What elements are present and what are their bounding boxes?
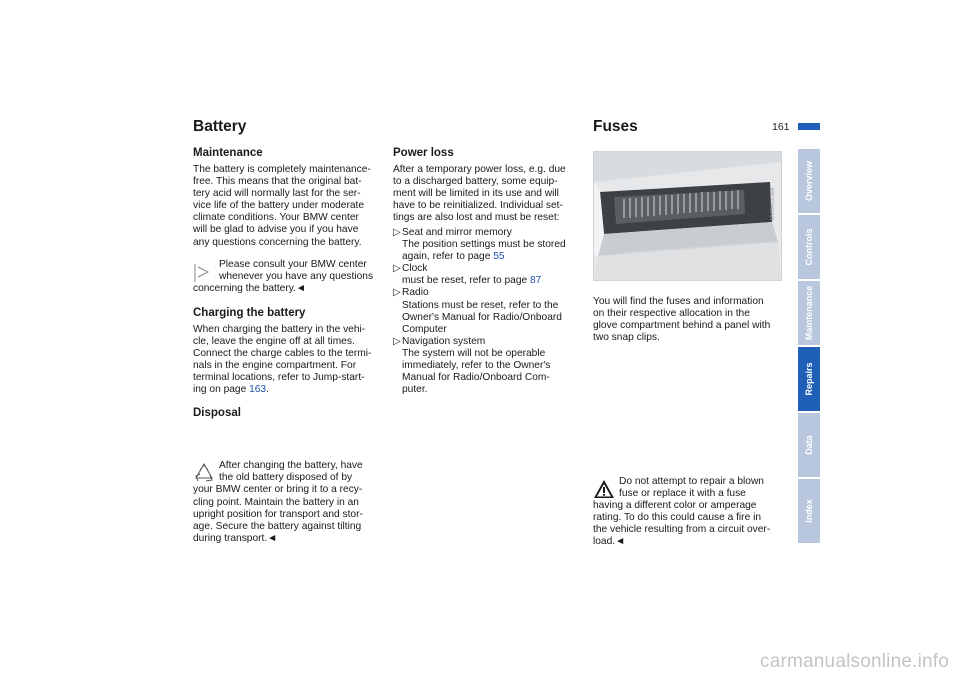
text-line: immediately, refer to the Owner's — [402, 360, 551, 372]
warning-triangle-icon — [593, 478, 615, 500]
tab-controls[interactable] — [798, 215, 820, 279]
power-loss-heading: Power loss — [393, 147, 454, 159]
tab-label: Index — [804, 499, 814, 523]
text-line: any questions concerning the battery. — [193, 236, 362, 248]
text-line: rating. To do this could cause a fire in — [593, 512, 762, 524]
text-line: climate conditions. Your BMW center — [193, 212, 359, 224]
text-line: fuse or replace it with a fuse — [619, 488, 746, 500]
tab-label: Data — [804, 435, 814, 455]
text-line: the old battery disposed of by — [219, 472, 353, 484]
tab-label: Maintenance — [804, 285, 814, 341]
list-item-title: Seat and mirror memory — [402, 227, 512, 238]
page-number: 161 — [772, 121, 790, 133]
text-fragment: again, refer to page — [402, 251, 494, 263]
text-line: After changing the battery, have — [219, 460, 363, 472]
tab-maintenance[interactable] — [798, 281, 820, 345]
list-item — [393, 263, 587, 287]
maintenance-heading: Maintenance — [193, 147, 263, 159]
maintenance-text — [193, 164, 385, 249]
bullet-arrow-icon: ▷ — [393, 335, 401, 347]
tab-index[interactable] — [798, 479, 820, 543]
text-line: puter. — [402, 384, 428, 396]
text-line: Connect the charge cables to the termi- — [193, 348, 372, 360]
text-line: on their respective allocation in the — [593, 308, 750, 320]
battery-title: Battery — [193, 118, 247, 135]
disposal-note — [193, 460, 385, 545]
text-line — [402, 251, 587, 263]
text-line: the vehicle resulting from a circuit over- — [593, 524, 771, 536]
text-line: during transport.◄ — [193, 532, 278, 544]
text-line: Computer — [402, 323, 447, 335]
page-marker-bar — [798, 123, 820, 130]
tab-label: Controls — [804, 228, 814, 266]
text-line: will be glad to advise you if you have — [193, 224, 359, 236]
text-line — [402, 275, 587, 287]
text-fragment: must be reset, refer to page — [402, 275, 530, 287]
text-line: cling point. Maintain the battery in an — [193, 496, 359, 508]
tab-overview[interactable] — [798, 149, 820, 213]
tab-label: Repairs — [804, 362, 814, 396]
list-item-title: Navigation system — [402, 335, 486, 347]
text-line: Manual for Radio/Onboard Com- — [402, 372, 550, 384]
watermark: carmanualsonline.info — [760, 651, 950, 672]
glove-compartment-illustration — [594, 152, 781, 280]
text-line: upright position for transport and stor- — [193, 508, 363, 520]
bullet-arrow-icon: ▷ — [393, 287, 401, 299]
list-item-title: Radio — [402, 287, 429, 299]
glove-compartment-figure — [593, 151, 782, 281]
text-line: The system will not be operable — [402, 347, 546, 359]
bullet-arrow-icon: ▷ — [393, 227, 401, 238]
image-code: MV08401CMA — [770, 187, 776, 220]
list-item-title: Clock — [402, 263, 428, 275]
text-line: After a temporary power loss, e.g. due — [393, 164, 566, 175]
text-line: tings are also lost and must be reset: — [393, 212, 560, 224]
tab-repairs[interactable] — [798, 347, 820, 411]
page-link-163[interactable]: 163 — [249, 384, 267, 396]
page-link-87[interactable]: 87 — [529, 275, 542, 287]
text-line: Owner's Manual for Radio/Onboard — [402, 311, 562, 323]
text-line: terminal locations, refer to Jump-start- — [193, 372, 365, 384]
info-triangle-icon — [193, 261, 215, 283]
text-line: You will find the fuses and information — [593, 296, 764, 307]
charging-text — [193, 324, 385, 397]
text-line: cle, leave the engine off at all times. — [193, 336, 355, 348]
disposal-heading: Disposal — [193, 407, 241, 419]
text-line: having a different color or amperage — [593, 500, 757, 512]
text-line — [193, 384, 385, 396]
text-fragment: ing on page — [193, 384, 250, 396]
power-loss-text — [393, 164, 587, 224]
text-line: The position settings must be stored — [402, 239, 566, 251]
text-line: Do not attempt to repair a blown — [619, 475, 764, 487]
bullet-arrow-icon: ▷ — [393, 263, 401, 275]
text-line: When charging the battery in the vehi- — [193, 324, 366, 335]
power-loss-list — [393, 227, 587, 396]
text-line: Stations must be reset, refer to the — [402, 299, 559, 311]
text-line: tery acid will normally last for the ser- — [193, 188, 361, 200]
charging-heading: Charging the battery — [193, 307, 306, 319]
tab-data[interactable] — [798, 413, 820, 477]
recycle-icon — [193, 462, 215, 484]
text-line: two snap clips. — [593, 332, 660, 344]
text-line: to a discharged battery, some equip- — [393, 176, 558, 188]
list-item — [393, 227, 587, 263]
text-line: nals in the engine compartment. For — [193, 360, 357, 372]
text-line: have to be reinitialized. Individual set- — [393, 200, 563, 212]
text-line: whenever you have any questions — [219, 271, 374, 283]
text-line: load.◄ — [593, 536, 626, 548]
page-link-55[interactable]: 55 — [493, 251, 505, 263]
tab-label: Overview — [804, 160, 814, 202]
fuses-title: Fuses — [593, 118, 638, 135]
text-line: your BMW center or bring it to a recy- — [193, 484, 363, 496]
text-fragment: . — [266, 384, 269, 396]
text-line: free. This means that the original bat- — [193, 176, 362, 188]
text-line: age. Secure the battery against tilting — [193, 520, 362, 532]
list-item — [393, 287, 587, 335]
text-line: glove compartment behind a panel with — [593, 320, 771, 332]
list-item — [393, 336, 587, 396]
text-line: vice life of the battery under moderate — [193, 200, 365, 212]
fuses-warning — [593, 476, 787, 549]
text-line: Please consult your BMW center — [219, 259, 367, 270]
text-line: The battery is completely maintenance- — [193, 164, 371, 175]
text-line: ment will be limited in its use and will — [393, 188, 559, 200]
maintenance-note — [193, 259, 385, 295]
fuses-text — [593, 296, 787, 344]
text-line: concerning the battery.◄ — [193, 283, 306, 295]
